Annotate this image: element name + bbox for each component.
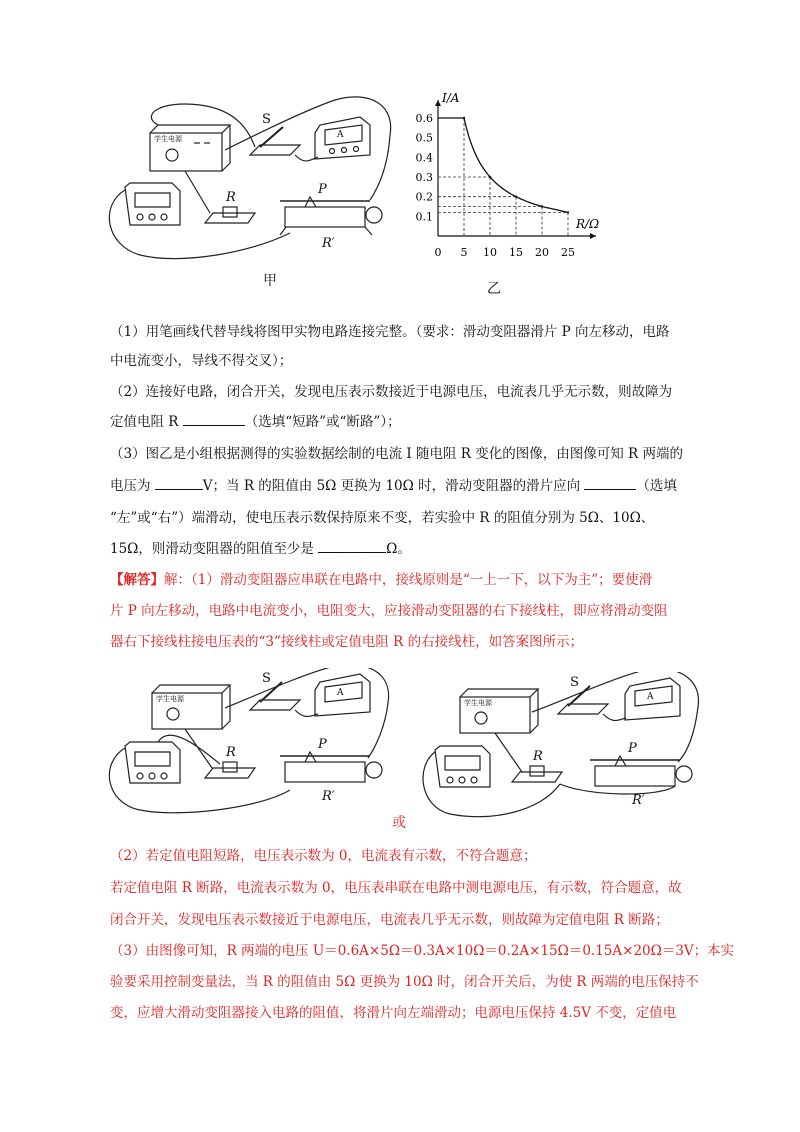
q3-voltage-blank[interactable] [155, 475, 203, 490]
answer-2-line-3: 闭合开关，发现电压表示数接近于电源电压，电流表几乎无示数，则故障为定值电阻 R 断路； [110, 912, 669, 928]
x-tick-label: 25 [561, 246, 575, 259]
data-point [489, 176, 491, 178]
question-3-line-4 [110, 535, 700, 564]
data-point [541, 205, 543, 207]
y-tick-label: 0.3 [415, 171, 433, 184]
y-tick-label: 0.6 [415, 112, 433, 125]
answer-1-line-1 [110, 566, 700, 595]
answer-1-line-2: 片 P 向左移动，电路中电流变小，电阻变大，应接滑动变阻器的右下接线柱，即应将滑动变阻 [110, 603, 668, 619]
y-tick-label: 0.4 [415, 151, 433, 165]
q3-text-b: V；当 R 的阻值由 5Ω 更换为 10Ω 时，滑动变阻器的滑片应向 [202, 478, 585, 494]
ans-right-label-ammeter: A [647, 692, 654, 702]
answer-3-line-1: （3）由图像可知，R 两端的电压 U＝0.6A×5Ω＝0.3A×10Ω＝0.2A×15Ω＝0.15A×20Ω＝3V；本实 [110, 943, 735, 959]
ans-right-label-r-prime: R′ [632, 793, 645, 808]
answer-1-line-3: 器右下接线柱接电压表的“3”接线柱或定值电阻 R 的右接线柱，如答案图所示； [110, 634, 584, 650]
answer-3-line-2: 验要采用控制变量法，当 R 的阻值由 5Ω 更换为 10Ω 时，闭合开关后，为使 R 两端的电压保持不 [110, 974, 699, 990]
ans-right-label-r: R [533, 749, 543, 764]
question-3-line-2 [110, 472, 700, 501]
y-tick-label: 0.1 [415, 210, 433, 224]
question-1-line-2: 中电流变小，导线不得交叉）； [110, 353, 293, 369]
question-3-line-3: “左”或“右”）端滑动，使电压表示数保持原来不变，若实验中 R 的阻值分别为 5Ω、10Ω、 [110, 510, 655, 526]
q3-text-e: Ω。 [386, 541, 411, 557]
ans-left-label-s: S [262, 671, 271, 686]
q2-text-b: （选填“短路”或“断路”）； [244, 414, 401, 430]
y-axis-arrow [435, 100, 441, 106]
x-tick-label: 20 [535, 246, 549, 259]
q2-answer-blank[interactable] [183, 411, 245, 426]
question-1-line-1: （1）用笔画线代替导线将图甲实物电路连接完整。（要求：滑动变阻器滑片 P 向左移动，电路 [110, 324, 670, 340]
y-tick-label: 0.5 [415, 131, 433, 145]
question-2-line-2 [110, 408, 700, 437]
ans-left-label-power: 学生电源 [156, 695, 184, 703]
x-tick-label: 15 [509, 246, 523, 259]
or-label: 或 [392, 815, 406, 831]
answer-1-text: 解：（1）滑动变阻器应串联在电路中，接线原则是“一上一下，以下为主”；要使滑 [164, 572, 653, 588]
ans-left-label-r: R [226, 745, 236, 760]
caption-jia: 甲 [263, 273, 277, 289]
label-ammeter: A [337, 130, 344, 140]
label-power-source: 学生电源 [154, 135, 182, 143]
label-p: P [318, 182, 327, 197]
label-s: S [262, 112, 271, 127]
answer-2-line-2: 若定值电阻 R 断路，电流表示数为 0，电压表串联在电路中测电源电压，有示数，符合题意，故 [110, 880, 682, 896]
answer-tag: 【解答】 [110, 572, 164, 588]
x-tick-label: 10 [483, 246, 497, 259]
q3-text-d: 15Ω，则滑动变阻器的阻值至少是 [110, 541, 319, 557]
graph-yi [408, 88, 618, 268]
circuit-figure-jia [100, 95, 400, 270]
ans-left-label-ammeter: A [337, 688, 344, 698]
ans-right-label-p: P [628, 741, 637, 756]
answer-3-line-3: 变，应增大滑动变阻器接入电路的阻值，将滑片向左端滑动；电源电压保持 4.5V 不变，定值电 [110, 1005, 677, 1021]
y-tick-label: 0.2 [415, 190, 433, 204]
ans-left-label-r-prime: R′ [322, 789, 335, 804]
question-3-line-1: （3）图乙是小组根据测得的实验数据绘制的电流 I 随电阻 R 变化的图像，由图像可知 R 两端的 [110, 446, 683, 462]
ans-right-label-power: 学生电源 [464, 699, 492, 707]
q2-text-a: 定值电阻 R [110, 414, 183, 430]
answer-circuit-right [420, 672, 710, 822]
y-axis-label: I/A [442, 91, 460, 105]
q3-resistance-blank[interactable] [318, 538, 386, 553]
caption-yi: 乙 [487, 281, 501, 297]
x-tick-label: 5 [460, 246, 468, 259]
x-tick-label: 0 [434, 246, 442, 259]
q3-text-c: （选填 [636, 478, 677, 494]
data-point [515, 195, 517, 197]
data-point [567, 211, 569, 213]
q3-direction-blank[interactable] [584, 475, 636, 490]
ans-right-label-s: S [570, 675, 579, 690]
data-point [463, 117, 465, 119]
x-axis-arrow [590, 233, 596, 239]
q3-text-a: 电压为 [110, 478, 155, 494]
answer-circuit-left [100, 668, 400, 818]
answer-2-line-1: （2）若定值电阻短路，电压表示数为 0，电流表有示数，不符合题意； [110, 848, 537, 864]
label-r-prime: R′ [322, 236, 335, 251]
ans-left-label-p: P [318, 737, 327, 752]
label-r: R [226, 190, 236, 205]
question-2-line-1: （2）连接好电路，闭合开关，发现电压表示数接近于电源电压，电流表几乎无示数，则故障为 [110, 384, 673, 400]
x-axis-label: R/Ω [576, 217, 600, 231]
